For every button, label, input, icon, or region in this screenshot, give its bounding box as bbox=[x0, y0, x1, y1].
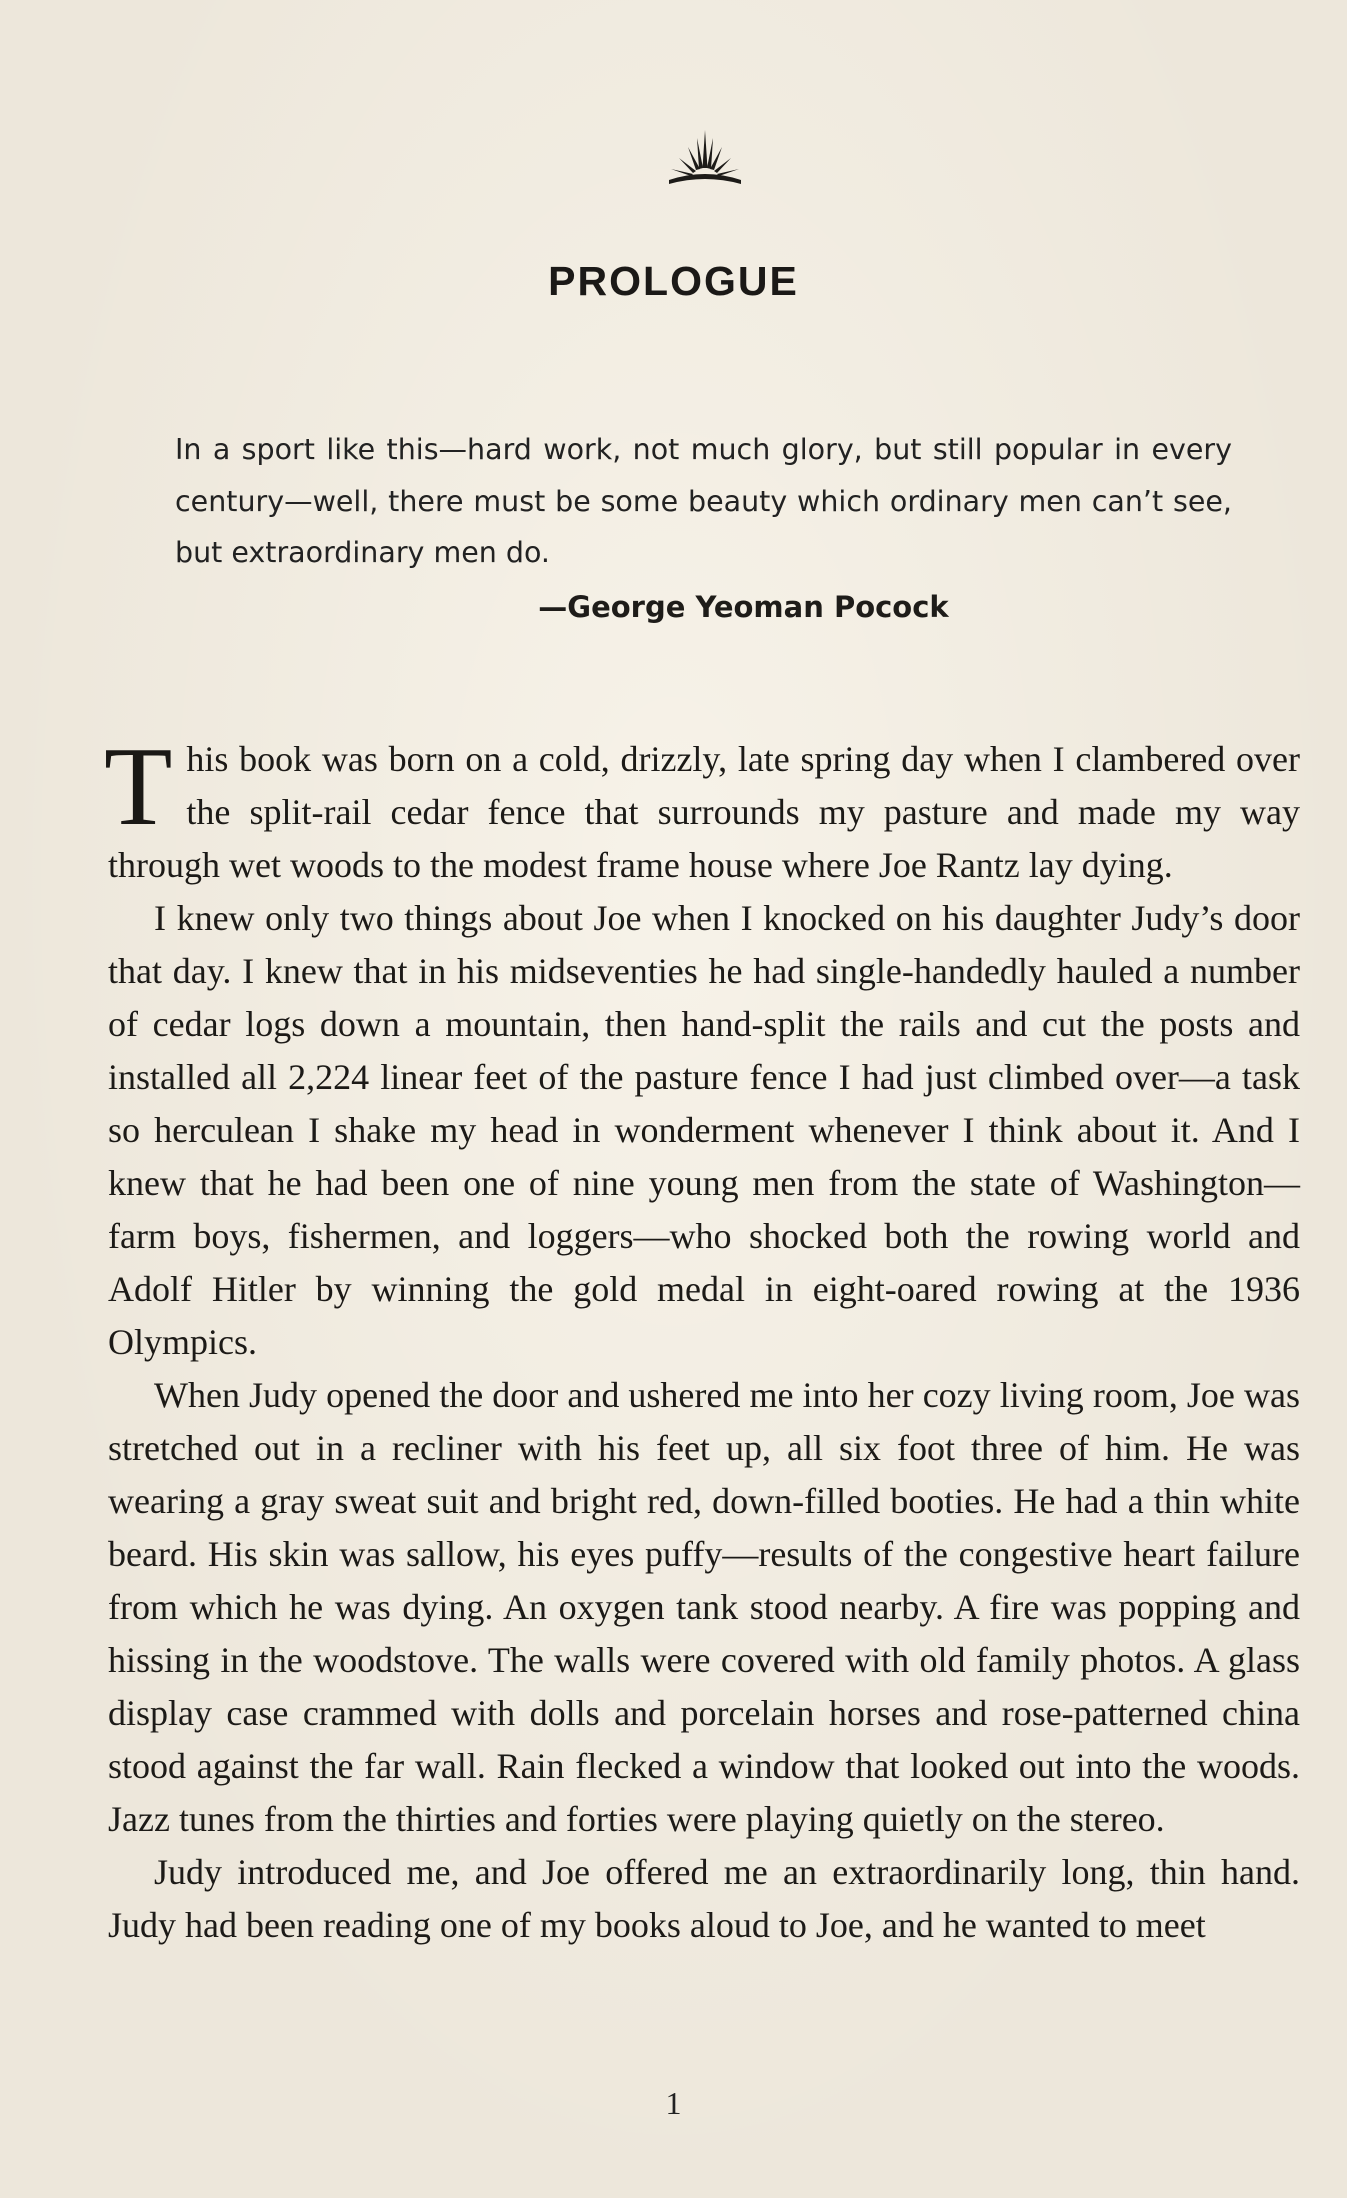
paragraph: I knew only two things about Joe when I knocked on his daughter Judy’s door that day. I knew that in his midseventies he had single-handedly hauled a number of cedar logs down a mountain, then hand-split the rails and cut the posts and installed all 2,224 linear feet of the pasture fence I had just climbed over—a task so herculean I shake my head in wonderment whenever I think about it. And I knew that he had been one of nine young men from the state of Washington—farm boys, fishermen, and loggers—who shocked both the rowing world and Adolf Hitler by winning the gold medal in eight-oared rowing at the 1936 Olympics. bbox=[108, 898, 1300, 1362]
page-number: 1 bbox=[665, 2085, 682, 2121]
paragraph: Judy introduced me, and Joe offered me an extraordinarily long, thin hand. Judy had been reading one of my books aloud to Joe, and he wanted to meet bbox=[108, 1852, 1300, 1945]
lotus-fan-ornament-icon bbox=[667, 128, 743, 190]
drop-cap: T bbox=[104, 725, 173, 849]
paragraph: When Judy opened the door and ushered me into her cozy living room, Joe was stretched out in a recliner with his feet up, all six foot three of him. He was wearing a gray sweat suit and bright red, down-filled booties. He had a thin white beard. His skin was sallow, his eyes puffy—results of the congestive heart failure from which he was dying. An oxygen tank stood nearby. A fire was popping and hissing in the woodstove. The walls were covered with old family photos. A glass display case crammed with dolls and porcelain horses and rose-patterned china stood against the far wall. Rain flecked a window that looked out into the woods. Jazz tunes from the thirties and forties were playing quietly on the stereo. bbox=[108, 1375, 1300, 1839]
paragraph-text: his book was born on a cold, drizzly, late spring day when I clambered over the split-rail cedar fence that surrounds my pasture and made my way through wet woods to the modest frame house where Joe Rantz lay dying. bbox=[108, 739, 1300, 885]
chapter-title: PROLOGUE bbox=[548, 258, 799, 304]
epigraph-quote: In a sport like this—hard work, not much glory, but still popular in every century—well, there must be some beauty which ordinary men can’t see, but extraordinary men do. bbox=[175, 433, 1232, 569]
epigraph-attribution: —George Yeoman Pocock bbox=[538, 590, 949, 624]
paragraph bbox=[104, 725, 1300, 892]
body-text bbox=[104, 725, 1300, 1952]
